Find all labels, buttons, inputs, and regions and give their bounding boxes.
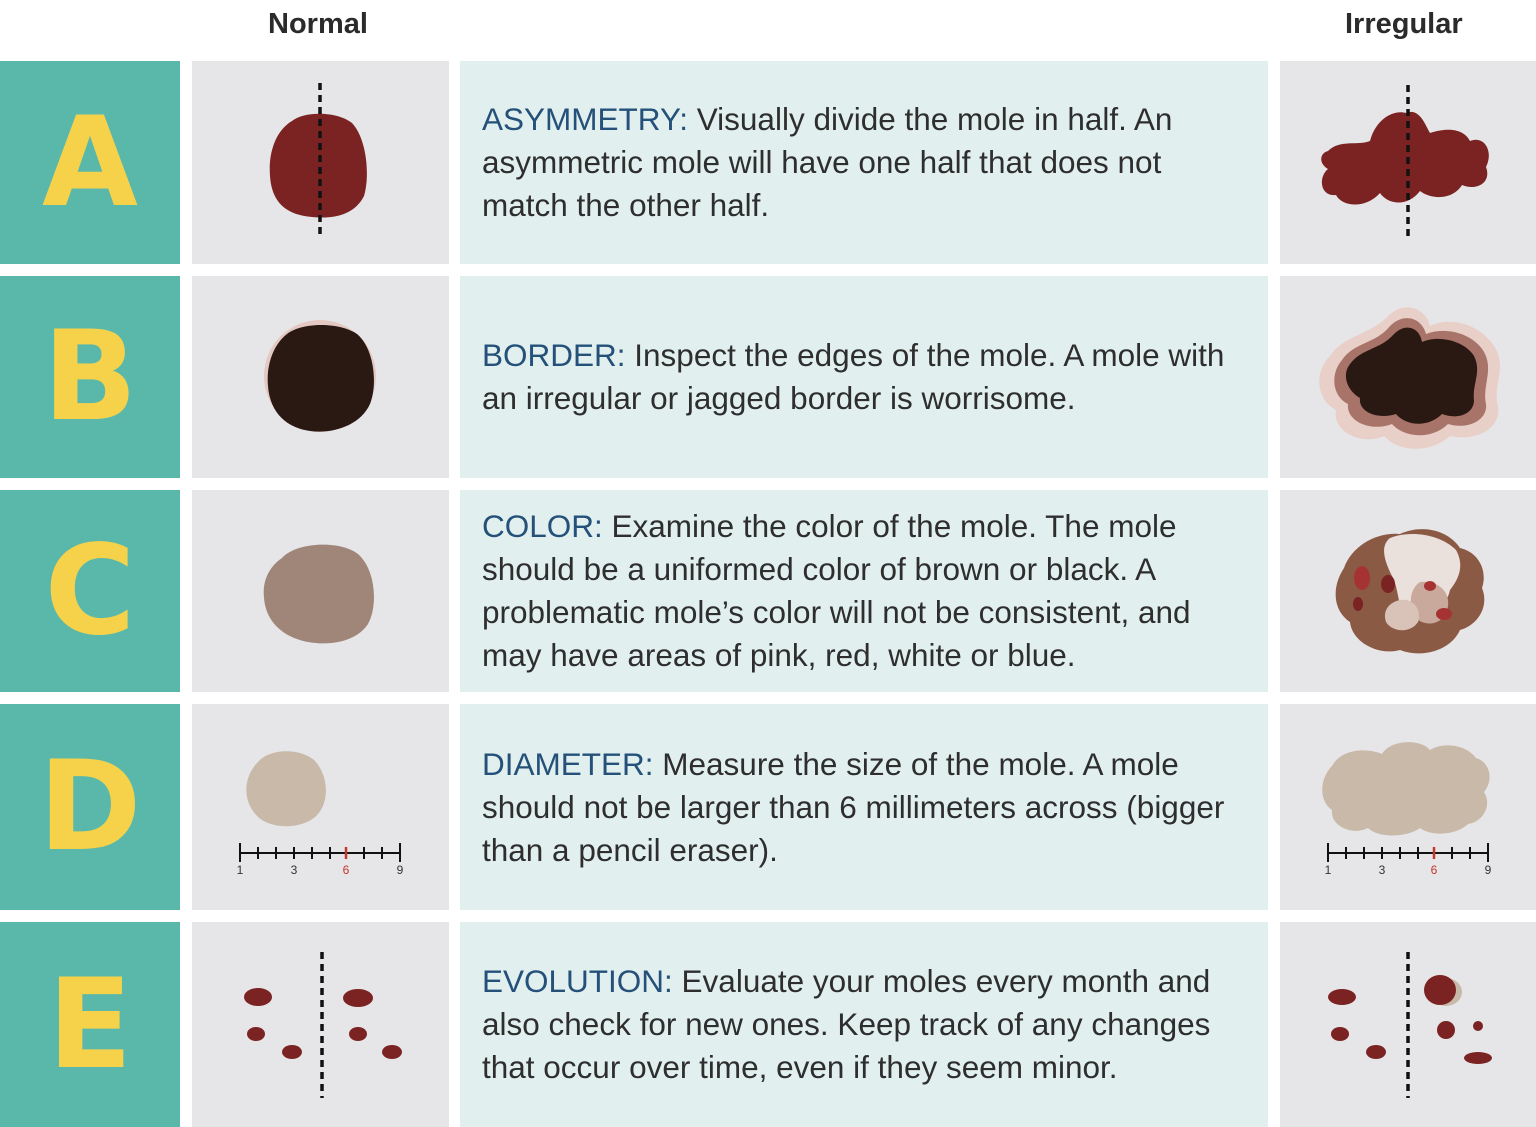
desc-asymmetry (460, 61, 1268, 264)
normal-diameter-image (192, 704, 449, 910)
ruler-normal (240, 843, 400, 862)
keyword-asymmetry: ASYMMETRY: (482, 101, 688, 137)
letter-c: C (0, 490, 180, 692)
irregular-border-image (1280, 276, 1536, 478)
text-asymmetry: Visually divide the mole in half. An asymmetric mole will have one half that does not match the other half. (482, 101, 1173, 223)
normal-border-image (192, 276, 449, 478)
row-color (0, 490, 1536, 692)
letter-b: B (0, 276, 180, 478)
desc-diameter (460, 704, 1268, 910)
irregular-diameter-image (1280, 704, 1536, 910)
ruler-label-1: 1 (236, 863, 244, 877)
keyword-evolution: EVOLUTION: (482, 963, 673, 999)
ruler-label-6: 6 (1430, 863, 1438, 877)
normal-asymmetry-image (192, 61, 449, 264)
row-evolution (0, 922, 1536, 1127)
ruler-irregular (1328, 843, 1488, 862)
header-irregular: Irregular (1345, 8, 1463, 40)
ruler-label-1: 1 (1324, 863, 1332, 877)
keyword-border: BORDER: (482, 337, 626, 373)
letter-d: D (0, 704, 180, 910)
normal-evolution-image (192, 922, 449, 1127)
letter-a: A (0, 61, 180, 264)
row-border (0, 276, 1536, 478)
keyword-color: COLOR: (482, 508, 603, 544)
irregular-evolution-image (1280, 922, 1536, 1127)
text-evolution: Evaluate your moles every month and also check for new ones. Keep track of any changes that occur over time, even if they seem minor. (482, 963, 1211, 1085)
desc-border (460, 276, 1268, 478)
letter-e: E (0, 922, 180, 1127)
desc-evolution (460, 922, 1268, 1127)
irregular-asymmetry-image (1280, 61, 1536, 264)
keyword-diameter: DIAMETER: (482, 745, 654, 782)
ruler-label-9: 9 (396, 863, 404, 877)
ruler-label-9: 9 (1484, 863, 1492, 877)
row-diameter (0, 704, 1536, 910)
text-color: Examine the color of the mole. The mole should be a uniformed color of brown or black. A problematic mole’s color will not be consistent, and may have areas of pink, red, white or blue. (482, 508, 1191, 673)
text-diameter: Measure the size of the mole. A mole should not be larger than 6 millimeters across (bigger than a pencil eraser). (482, 745, 1225, 868)
text-border: Inspect the edges of the mole. A mole with an irregular or jagged border is worrisome. (482, 337, 1225, 416)
header-normal: Normal (268, 8, 368, 40)
ruler-label-3: 3 (1378, 863, 1386, 877)
irregular-color-image (1280, 490, 1536, 692)
normal-color-image (192, 490, 449, 692)
ruler-label-6: 6 (342, 863, 350, 877)
row-asymmetry (0, 61, 1536, 264)
ruler-label-3: 3 (290, 863, 298, 877)
desc-color (460, 490, 1268, 692)
